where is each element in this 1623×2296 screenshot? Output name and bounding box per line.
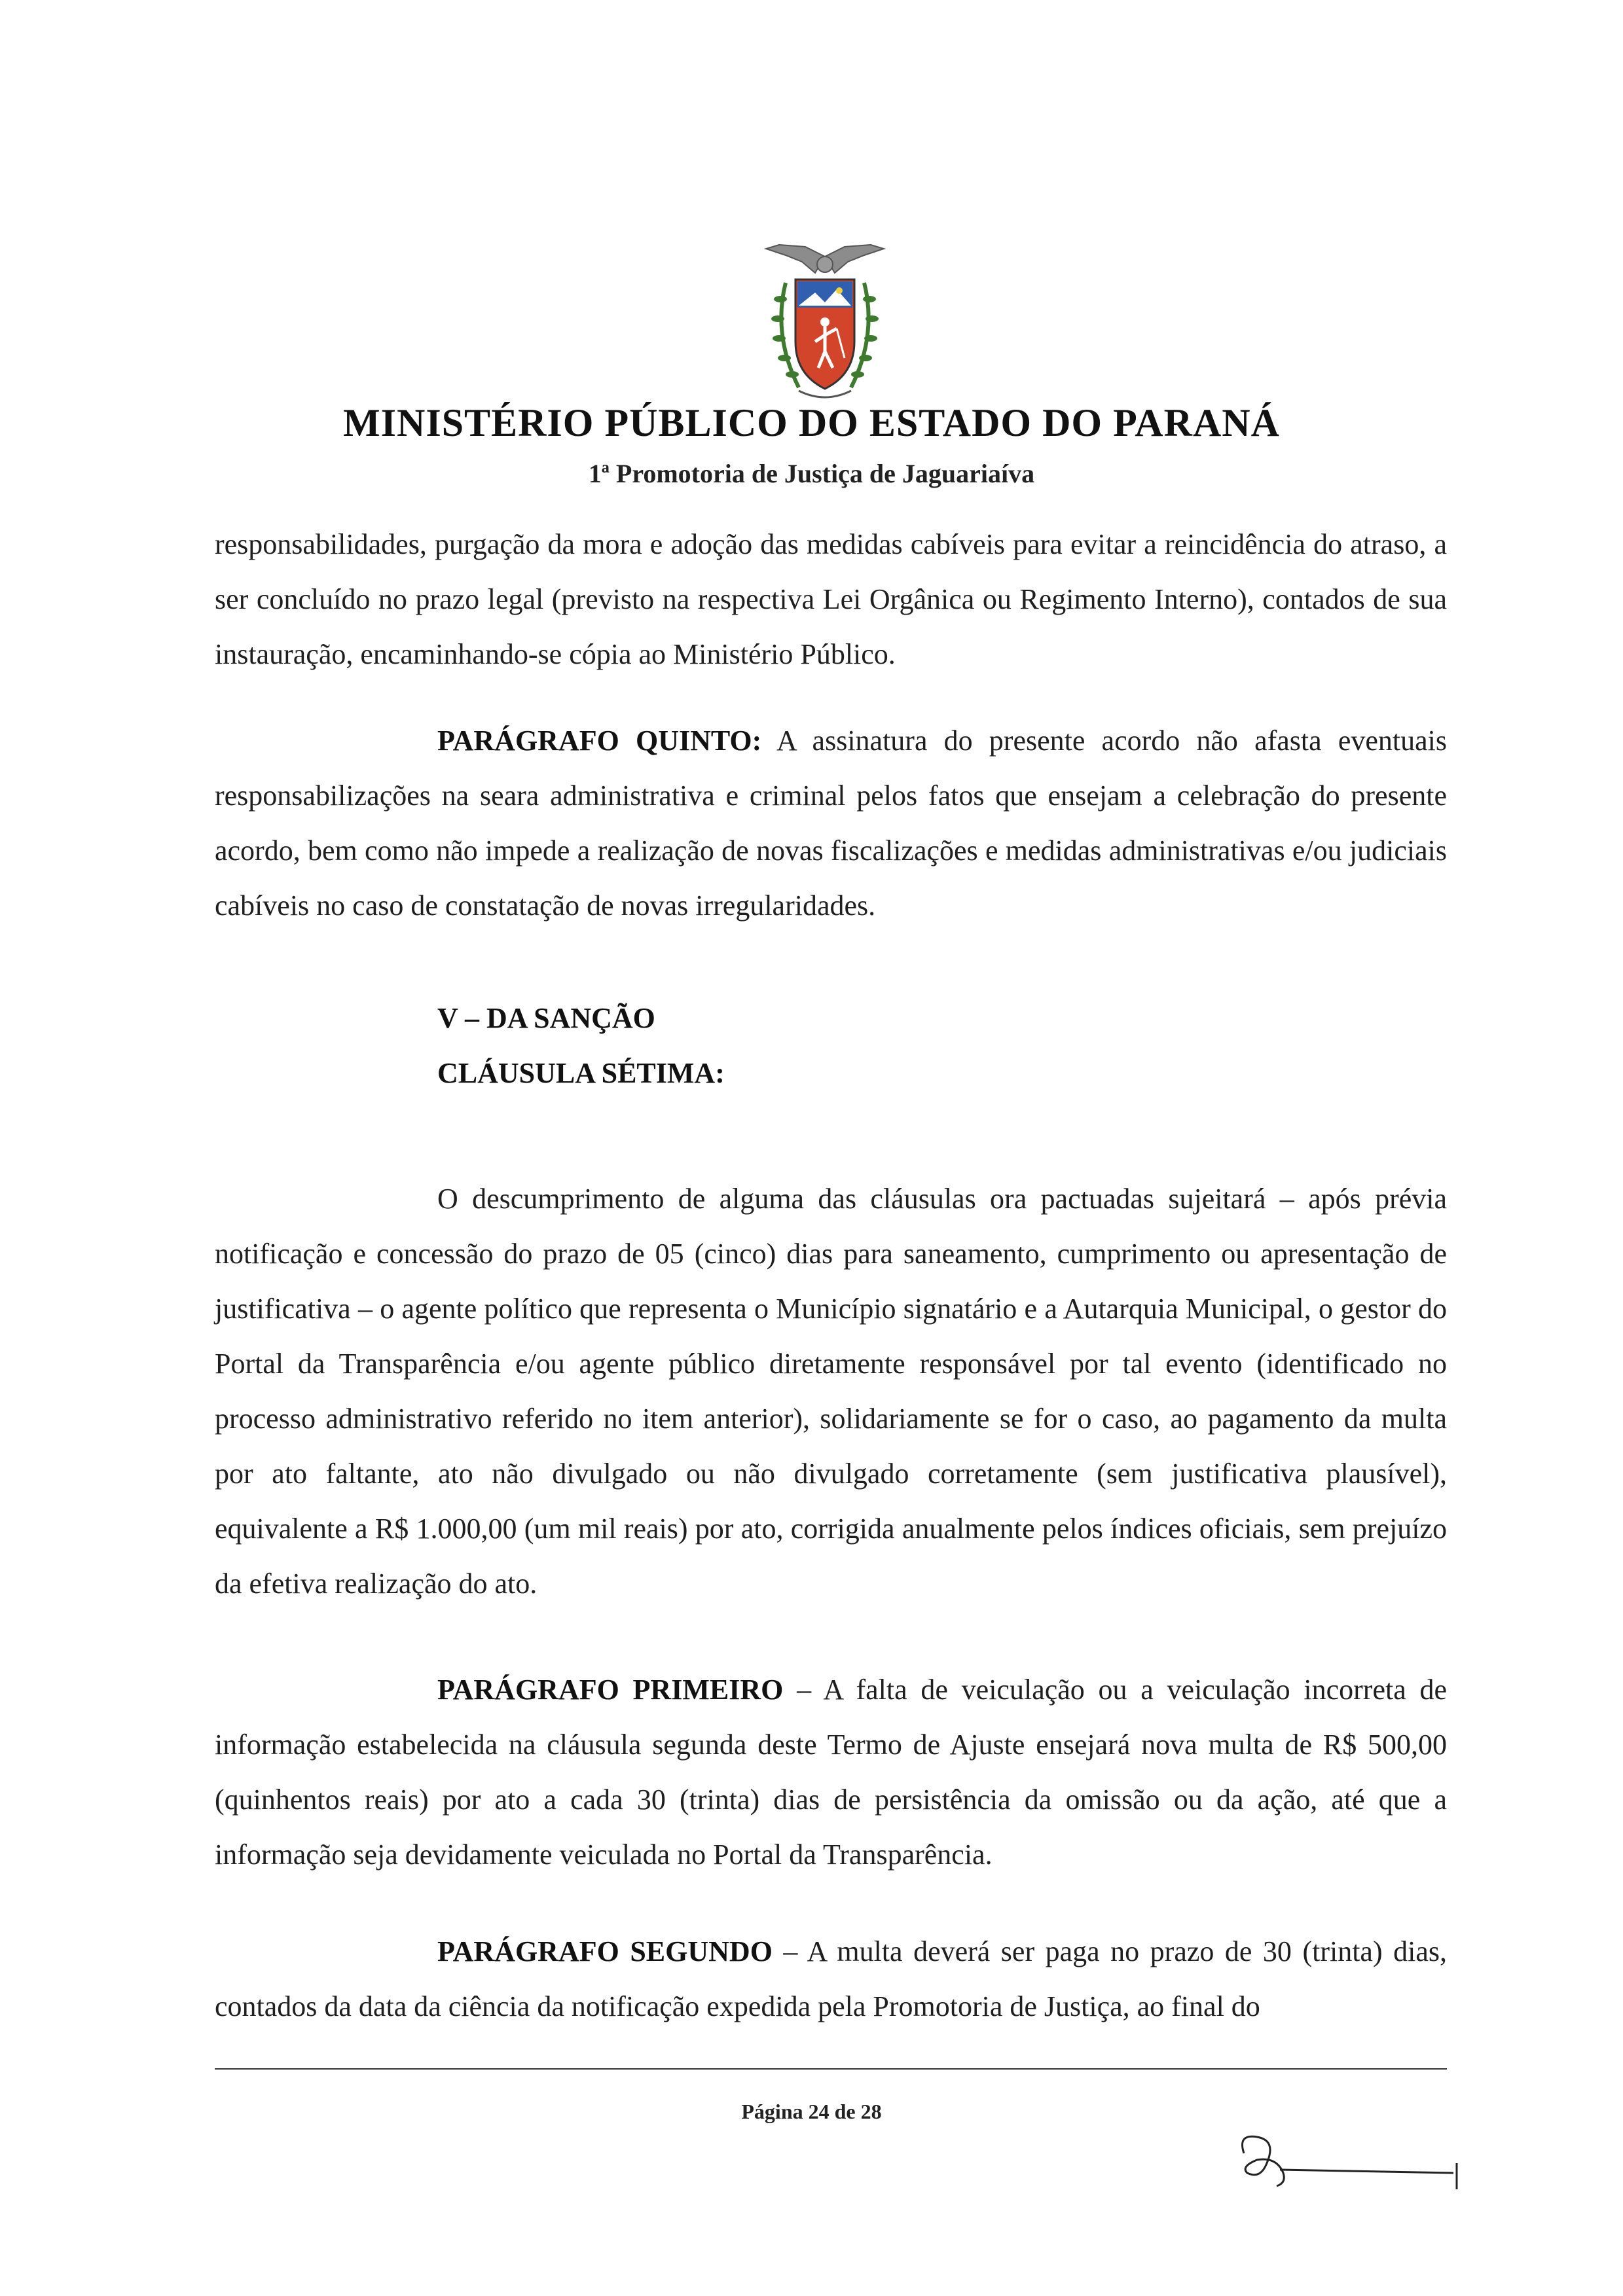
organization-title: MINISTÉRIO PÚBLICO DO ESTADO DO PARANÁ [343,401,1280,444]
clause-body [215,1172,1447,1611]
paragraph-primeiro [215,1662,1447,1882]
paragraph-segundo [215,1924,1447,2034]
organization-subtitle: 1ª Promotoria de Justiça de Jaguariaíva [588,459,1035,488]
signature-icon [1231,2127,1467,2199]
footer-divider [215,2068,1447,2070]
clause-text: O descumprimento de alguma das cláusulas ora pactuadas sujeitará – após prévia notificação e concessão do prazo de 05 (cinco) dias para saneamento, cumprimento ou apresentação de justificativa – o agente político que representa o Município signatário e a Autarquia Municipal, o gestor do Portal da Transparência e/ou agente público diretamente responsável por tal evento (identificado no processo administrativo referido no item anterior), solidariamente se for o caso, ao pagamento da multa por ato faltante, ato não divulgado ou não divulgado corretamente (sem justificativa plausível), equivalente a R$ 1.000,00 (um mil reais) por ato, corrigida anualmente pelos índices oficiais, sem prejuízo da efetiva realização do ato. [215,1183,1447,1600]
paragraph-text: – A multa deverá ser paga no prazo de 30 (trinta) dias, contados da data da ciência da notificação expedida pela Promotoria de Justiça, ao final do [215,1935,1447,2022]
page-number: Página 24 de 28 [741,2100,882,2123]
paragraph-label: PARÁGRAFO SEGUNDO [437,1935,773,1967]
section-heading: V – DA SANÇÃO [437,1002,655,1034]
paragraph-continuation: responsabilidades, purgação da mora e adoção das medidas cabíveis para evitar a reincidência do atraso, a ser concluído no prazo legal (previsto na respectiva Lei Orgânica ou Regimento Interno), contados de sua instauração, encaminhando-se cópia ao Ministério Público. [215,528,1447,670]
paragraph-label: PARÁGRAFO PRIMEIRO [437,1674,784,1706]
coat-of-arms-icon [759,243,890,414]
paragraph-text: – A falta de veiculação ou a veiculação incorreta de informação estabelecida na cláusula segunda deste Termo de Ajuste ensejará nova multa de R$ 500,00 (quinhentos reais) por ato a cada 30 (trinta) dias de persistência da omissão ou da ação, até que a informação seja devidamente veiculada no Portal da Transparência. [215,1674,1448,1871]
paragraph-text: A assinatura do presente acordo não afasta eventuais responsabilizações na seara administrativa e criminal pelos fatos que ensejam a celebração do presente acordo, bem como não impede a realização de novas fiscalizações e medidas administrativas e/ou judiciais cabíveis no caso de constatação de novas irregularidades. [215,725,1447,922]
paragraph-label: PARÁGRAFO QUINTO: [437,725,762,757]
paragraph-quinto [215,713,1447,933]
clause-heading: CLÁUSULA SÉTIMA: [437,1057,725,1089]
